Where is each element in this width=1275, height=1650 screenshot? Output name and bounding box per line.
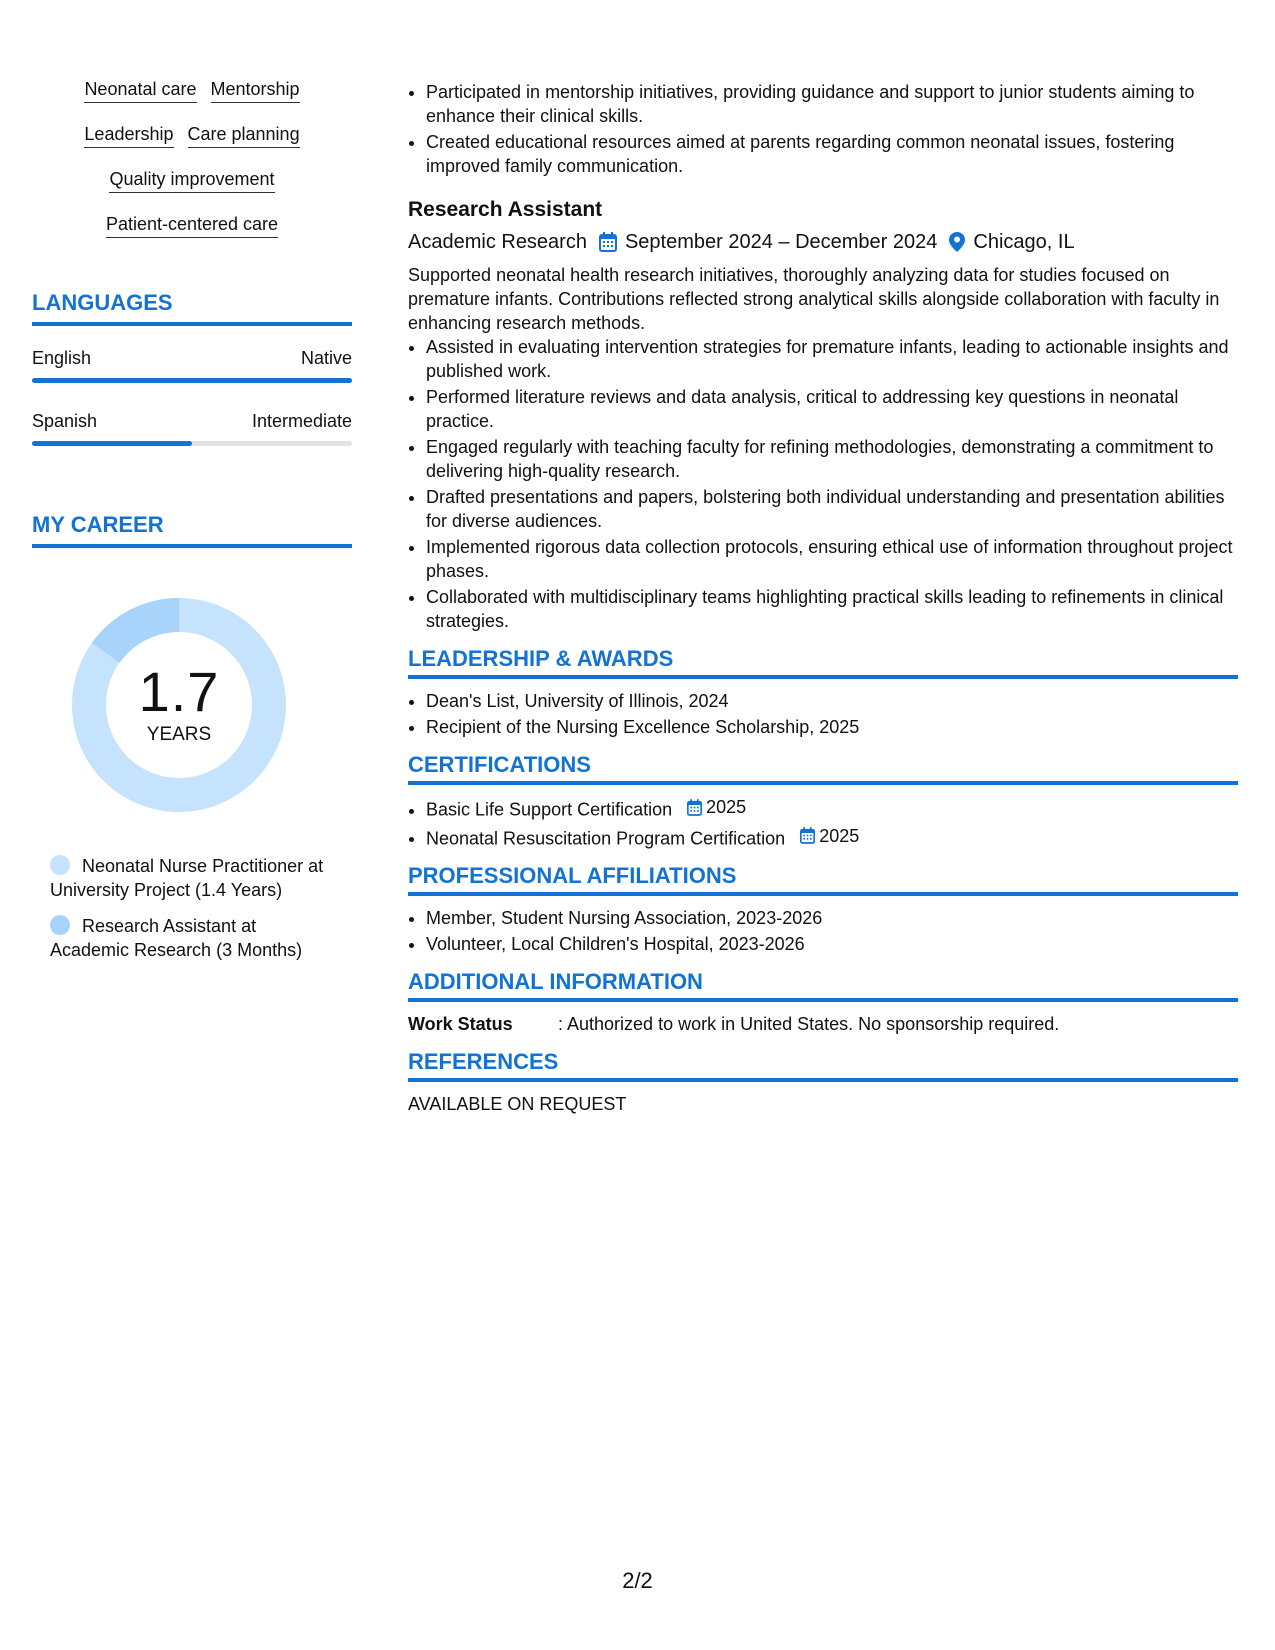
calendar-icon <box>800 827 815 844</box>
bullet-item: • Assisted in evaluating intervention strategies for premature infants, leading to actionable insights and published work. <box>426 335 1238 383</box>
career-total: 1.7 <box>138 660 220 723</box>
legend-item <box>50 914 330 962</box>
references-heading: REFERENCES <box>408 1050 1238 1082</box>
skill-row <box>32 168 352 193</box>
location-pin-icon <box>949 232 965 252</box>
references-text: AVAILABLE ON REQUEST <box>408 1094 627 1114</box>
certification-name: Neonatal Resuscitation Program Certification <box>426 828 786 848</box>
leadership-heading: LEADERSHIP & AWARDS <box>408 647 1238 679</box>
leadership-list <box>408 689 1238 739</box>
work-status-label: Work Status <box>408 1014 513 1034</box>
career-unit: YEARS <box>146 724 212 745</box>
certification-name: Basic Life Support Certification <box>426 799 673 820</box>
bullet-item: • Drafted presentations and papers, bolstering both individual understanding and presentation abilities for diverse audiences. <box>426 485 1238 533</box>
skill-tag: Leadership <box>84 123 173 148</box>
legend-dot <box>50 915 70 935</box>
language-level: Native <box>300 348 352 368</box>
skill-tag: Care planning <box>188 123 300 148</box>
bullet-item: • Created educational resources aimed at parents regarding common neonatal issues, fostering improved family communication. <box>426 130 1238 178</box>
affiliations-heading: PROFESSIONAL AFFILIATIONS <box>408 864 1238 896</box>
job-title: Research Assistant <box>408 198 603 221</box>
language-bar <box>32 378 352 383</box>
language-item <box>32 348 352 383</box>
skill-tag: Quality improvement <box>109 168 274 193</box>
bullet-item: • Implemented rigorous data collection protocols, ensuring ethical use of information throughout project phases. <box>426 535 1238 583</box>
work-status-value: : Authorized to work in United States. No sponsorship required. <box>558 1014 1060 1034</box>
skill-tag: Mentorship <box>211 78 300 103</box>
calendar-icon <box>687 799 702 816</box>
affiliation-item: • Member, Student Nursing Association, 2023-2026 <box>426 906 1238 930</box>
legend-dot <box>50 855 70 875</box>
sidebar <box>32 78 352 974</box>
certification-year: 2025 <box>706 797 747 817</box>
language-bar-fill <box>32 378 352 383</box>
legend-label: Neonatal Nurse Practitioner at University Project (1.4 Years) <box>50 856 324 900</box>
job-company: Academic Research <box>408 231 587 253</box>
skill-row <box>32 123 352 148</box>
job-location: Chicago, IL <box>973 231 1075 253</box>
certifications-list <box>408 795 1238 850</box>
language-name: Spanish <box>32 411 98 431</box>
bullet-item: • Participated in mentorship initiatives, providing guidance and support to junior students aiming to enhance their clinical skills. <box>426 80 1238 128</box>
job-description: Supported neonatal health research initiatives, thoroughly analyzing data for studies focused on premature infants. Contributions reflected strong analytical skills alongside collaboration with faculty in enhancing research methods. <box>408 265 1220 333</box>
main-content <box>408 80 1238 1116</box>
previous-job-bullets <box>408 80 1238 178</box>
language-bar <box>32 441 352 446</box>
language-bar-fill <box>32 441 192 446</box>
certification-item <box>426 795 1238 822</box>
job-dates: September 2024 – December 2024 <box>624 231 938 253</box>
legend-label: Research Assistant at Academic Research (3 Months) <box>50 916 303 960</box>
language-level: Intermediate <box>251 411 352 431</box>
certification-year: 2025 <box>819 825 860 846</box>
legend-item <box>50 854 330 902</box>
bullet-item: • Performed literature reviews and data analysis, critical to addressing key questions in neonatal practice. <box>426 385 1238 433</box>
language-item <box>32 411 352 446</box>
affiliation-item: • Volunteer, Local Children's Hospital, 2023-2026 <box>426 932 1238 956</box>
job-bullets <box>408 335 1238 633</box>
award-item: • Dean's List, University of Illinois, 2024 <box>426 689 1238 713</box>
calendar-icon <box>599 232 617 252</box>
skill-row <box>32 213 352 238</box>
award-item: • Recipient of the Nursing Excellence Scholarship, 2025 <box>426 715 1238 739</box>
certification-item <box>426 824 1238 851</box>
affiliations-list <box>408 906 1238 956</box>
additional-info-heading: ADDITIONAL INFORMATION <box>408 970 1238 1002</box>
skill-row <box>32 78 352 103</box>
bullet-item: • Engaged regularly with teaching faculty for refining methodologies, demonstrating a commitment to delivering high-quality research. <box>426 435 1238 483</box>
languages-heading: LANGUAGES <box>32 290 352 326</box>
work-status-row <box>408 1012 1238 1036</box>
career-heading: MY CAREER <box>32 512 352 548</box>
job-meta <box>408 230 1238 254</box>
career-donut <box>66 592 292 818</box>
skill-tag: Patient-centered care <box>106 213 278 238</box>
certifications-heading: CERTIFICATIONS <box>408 753 1238 785</box>
career-legend <box>50 854 330 962</box>
page-number: 2/2 <box>622 1568 653 1593</box>
bullet-item: • Collaborated with multidisciplinary teams highlighting practical skills leading to refinements in clinical strategies. <box>426 585 1238 633</box>
skill-tag: Neonatal care <box>84 78 196 103</box>
skills-list <box>32 78 352 238</box>
language-name: English <box>32 348 92 368</box>
